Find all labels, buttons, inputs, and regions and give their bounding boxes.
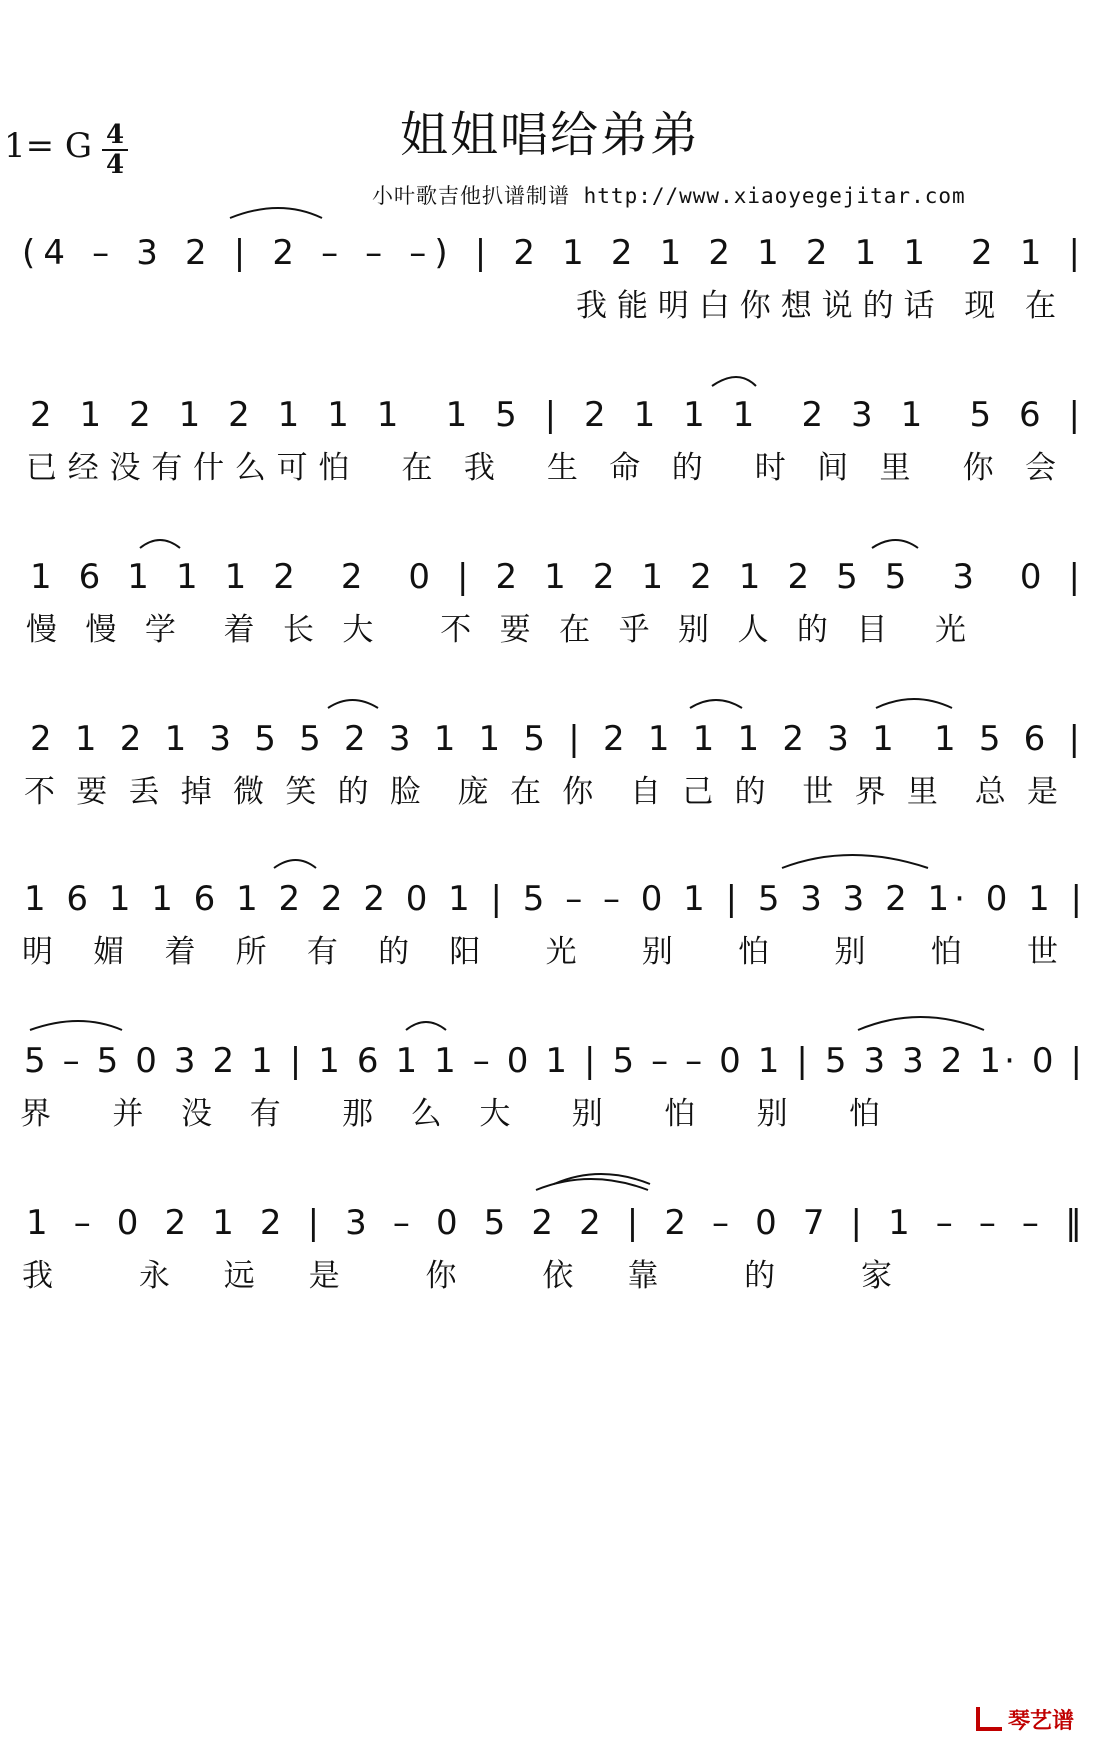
slur-mark [712, 377, 756, 386]
watermark-text: 琴艺谱 [1007, 1709, 1074, 1734]
lyrics-line-6: 界 并 没 有 那 么 大 别 怕 别 怕 [20, 1096, 880, 1132]
notes-line-6: 5 – 5 0 3 2 1 | 1 6 1 1 – 0 1 | 5 – – 0 1 | 5 3 3 2 1· 0 | [24, 1041, 1083, 1081]
slur-mark [274, 860, 316, 868]
slur-mark [140, 540, 180, 548]
slur-mark [690, 700, 742, 708]
notes-line-5: 1 6 1 1 6 1 2 2 2 0 1 | 5 – – 0 1 | 5 3 3 2 1· 0 1 | [24, 879, 1082, 919]
key-signature: 1= G [4, 126, 93, 166]
notes-line-4: 2 1 2 1 3 5 5 2 3 1 1 5 | 2 1 1 1 2 3 1 1 5 6 | [30, 719, 1080, 759]
slur-mark [782, 855, 928, 868]
meter-top: 4 [105, 120, 125, 150]
slur-mark [872, 540, 918, 548]
song-title: 姐姐唱给弟弟 [399, 107, 700, 163]
slur-mark [858, 1017, 984, 1030]
slur-mark [536, 1179, 648, 1190]
watermark-logo [976, 1704, 1074, 1735]
lyrics-line-3: 慢 慢 学 着 长 大 不 要 在 乎 别 人 的 目 光 [26, 612, 966, 648]
notes-line-1: (4 – 3 2 | 2 – – –) | 2 1 2 1 2 1 2 1 1 2 1 | [22, 233, 1080, 273]
meter-bottom: 4 [105, 150, 125, 180]
logo-mark-icon [976, 1707, 1002, 1731]
slur-mark [230, 208, 322, 218]
transcriber-credit: 小叶歌吉他扒谱制谱 http://www.xiaoyegejitar.com [372, 184, 966, 208]
slur-mark [30, 1021, 122, 1030]
slur-mark [876, 699, 952, 708]
notes-line-7: 1 – 0 2 1 2 | 3 – 0 5 2 2 | 2 – 0 7 | 1 – – – ‖ [26, 1203, 1083, 1243]
lyrics-line-1: 我能明白你想说的话 现 在 [576, 288, 1056, 324]
lyrics-line-7: 我 永 远 是 你 依 靠 的 家 [22, 1258, 892, 1294]
notes-line-3: 1 6 1 1 1 2 2 0 | 2 1 2 1 2 1 2 5 5 3 0 | [30, 557, 1081, 597]
notes-line-2: 2 1 2 1 2 1 1 1 1 5 | 2 1 1 1 2 3 1 5 6 | [30, 395, 1081, 435]
lyrics-line-4: 不 要 丢 掉 微 笑 的 脸 庞 在 你 自 己 的 世 界 里 总 是 [24, 774, 1058, 810]
slur-mark [406, 1022, 446, 1030]
slur-mark [328, 700, 378, 708]
lyrics-line-5: 明 媚 着 所 有 的 阳 光 别 怕 别 怕 世 [22, 934, 1059, 970]
lyrics-line-2: 已经没有什么可怕 在 我 生 命 的 时 间 里 你 会 [26, 450, 1057, 486]
